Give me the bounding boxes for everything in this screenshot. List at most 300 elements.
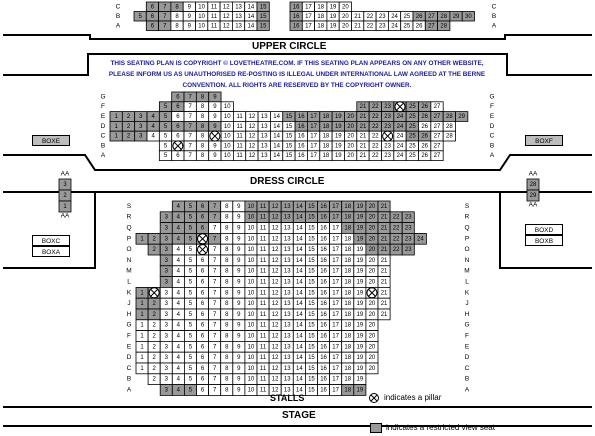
stalls-seat[interactable] [209,352,221,363]
upper-circle-seat[interactable] [376,21,388,31]
stalls-seat[interactable] [160,374,172,385]
dress-circle-seat[interactable] [196,151,208,161]
dress-circle-seat[interactable] [357,121,369,131]
stalls-seat[interactable] [257,287,269,298]
stalls-seat[interactable] [281,233,293,244]
upper-circle-seat[interactable] [208,2,220,12]
stalls-seat[interactable] [257,233,269,244]
dress-circle-seat[interactable] [381,151,393,161]
stalls-seat[interactable] [269,331,281,342]
stalls-seat[interactable] [330,287,342,298]
upper-circle-seat[interactable] [425,21,437,31]
dress-circle-seat[interactable] [369,112,381,122]
dress-circle-seat[interactable] [419,131,431,141]
stalls-seat[interactable] [257,255,269,266]
stalls-seat[interactable] [233,244,245,255]
stalls-seat[interactable] [342,201,354,212]
stalls-seat[interactable] [305,277,317,288]
stalls-seat[interactable] [330,277,342,288]
stalls-seat[interactable] [172,363,184,374]
stalls-seat[interactable] [257,223,269,234]
stalls-seat[interactable] [342,363,354,374]
dress-circle-seat[interactable] [209,151,221,161]
stalls-seat[interactable] [269,266,281,277]
stalls-seat[interactable] [257,374,269,385]
dress-circle-seat[interactable] [381,141,393,151]
dress-circle-seat[interactable] [196,121,208,131]
stalls-seat[interactable] [136,320,148,331]
upper-circle-seat[interactable] [413,21,425,31]
dress-circle-seat[interactable] [283,112,295,122]
stalls-seat[interactable] [209,298,221,309]
dress-circle-seat[interactable] [344,112,356,122]
stalls-seat[interactable] [184,201,196,212]
stalls-seat[interactable] [148,320,160,331]
upper-circle-seat[interactable] [159,2,171,12]
stalls-seat[interactable] [293,320,305,331]
upper-circle-seat[interactable] [315,2,327,12]
stalls-seat[interactable] [160,244,172,255]
stalls-seat[interactable] [354,374,366,385]
stalls-seat[interactable] [160,212,172,223]
stalls-seat[interactable] [184,212,196,223]
stalls-seat[interactable] [269,233,281,244]
dress-circle-seat[interactable] [122,131,134,141]
dress-circle-seat[interactable] [270,112,282,122]
stalls-seat[interactable] [330,385,342,396]
stalls-seat[interactable] [305,201,317,212]
stalls-seat[interactable] [160,363,172,374]
stalls-seat[interactable] [378,244,390,255]
stalls-seat[interactable] [330,331,342,342]
stalls-seat[interactable] [269,320,281,331]
dress-circle-seat[interactable] [419,112,431,122]
stalls-seat[interactable] [318,223,330,234]
stalls-seat[interactable] [245,363,257,374]
stalls-seat[interactable] [293,287,305,298]
stalls-seat[interactable] [197,212,209,223]
stalls-seat[interactable] [172,298,184,309]
stalls-seat[interactable] [366,363,378,374]
stalls-seat[interactable] [209,233,221,244]
stalls-seat[interactable] [221,352,233,363]
upper-circle-seat[interactable] [327,2,339,12]
dress-circle-seat[interactable] [307,141,319,151]
upper-circle-seat[interactable] [196,2,208,12]
stalls-seat[interactable] [148,298,160,309]
dress-circle-seat[interactable] [369,141,381,151]
dress-circle-seat[interactable] [344,131,356,141]
upper-circle-seat[interactable] [290,12,302,22]
stalls-seat[interactable] [233,320,245,331]
stalls-seat[interactable] [305,212,317,223]
stalls-seat[interactable] [172,287,184,298]
upper-circle-seat[interactable] [339,21,351,31]
dress-circle-seat[interactable] [246,141,258,151]
stalls-seat[interactable] [148,331,160,342]
stalls-seat[interactable] [318,385,330,396]
stalls-seat[interactable] [148,244,160,255]
upper-circle-seat[interactable] [196,12,208,22]
stalls-seat[interactable] [305,374,317,385]
stalls-seat[interactable] [197,266,209,277]
dress-circle-seat[interactable] [295,151,307,161]
stalls-seat[interactable] [414,233,426,244]
dress-circle-seat[interactable] [246,151,258,161]
stalls-seat[interactable] [305,309,317,320]
dress-circle-seat[interactable] [295,141,307,151]
dress-circle-seat[interactable] [184,112,196,122]
dress-circle-seat[interactable] [159,112,171,122]
stalls-seat[interactable] [342,266,354,277]
stalls-seat[interactable] [197,277,209,288]
dress-circle-seat[interactable] [394,112,406,122]
stalls-seat[interactable] [293,341,305,352]
upper-circle-seat[interactable] [220,21,232,31]
dress-circle-seat[interactable] [307,121,319,131]
dress-circle-seat[interactable] [320,151,332,161]
stalls-seat[interactable] [330,223,342,234]
dress-circle-seat[interactable] [147,131,159,141]
dress-circle-seat[interactable] [159,131,171,141]
stalls-seat[interactable] [390,244,402,255]
stalls-seat[interactable] [318,341,330,352]
stalls-seat[interactable] [330,212,342,223]
stalls-seat[interactable] [209,201,221,212]
dress-circle-seat[interactable] [209,141,221,151]
dress-circle-seat[interactable] [332,121,344,131]
stalls-seat[interactable] [184,385,196,396]
stalls-seat[interactable] [245,266,257,277]
stalls-seat[interactable] [293,363,305,374]
stalls-seat[interactable] [221,374,233,385]
stalls-seat[interactable] [318,363,330,374]
stalls-seat[interactable] [330,298,342,309]
upper-circle-seat[interactable] [315,12,327,22]
dress-circle-seat[interactable] [258,151,270,161]
dress-circle-seat[interactable] [443,121,455,131]
stalls-seat[interactable] [257,266,269,277]
stalls-seat[interactable] [136,331,148,342]
stalls-seat[interactable] [184,341,196,352]
upper-circle-seat[interactable] [196,21,208,31]
stalls-seat[interactable] [209,331,221,342]
dress-circle-seat[interactable] [443,112,455,122]
stalls-seat[interactable] [160,223,172,234]
stalls-seat[interactable] [148,341,160,352]
stalls-seat[interactable] [305,385,317,396]
stalls-seat[interactable] [402,212,414,223]
dress-circle-seat[interactable] [270,151,282,161]
stalls-seat[interactable] [245,352,257,363]
stalls-seat[interactable] [354,341,366,352]
stalls-seat[interactable] [233,374,245,385]
stalls-seat[interactable] [281,244,293,255]
upper-circle-seat[interactable] [339,2,351,12]
stalls-seat[interactable] [281,223,293,234]
upper-circle-seat[interactable] [388,21,400,31]
upper-circle-seat[interactable] [302,2,314,12]
stalls-seat[interactable] [172,212,184,223]
stalls-seat[interactable] [257,277,269,288]
stalls-seat[interactable] [245,244,257,255]
stalls-seat[interactable] [257,352,269,363]
stalls-seat[interactable] [245,298,257,309]
upper-circle-seat[interactable] [183,21,195,31]
stalls-seat[interactable] [197,255,209,266]
stalls-seat[interactable] [330,363,342,374]
stalls-seat[interactable] [257,309,269,320]
stalls-seat[interactable] [160,331,172,342]
dress-circle-seat[interactable] [246,131,258,141]
stalls-seat[interactable] [209,320,221,331]
dress-circle-seat[interactable] [147,112,159,122]
stalls-seat[interactable] [342,352,354,363]
stalls-seat[interactable] [330,374,342,385]
stalls-seat[interactable] [184,255,196,266]
stalls-seat[interactable] [160,287,172,298]
stalls-seat[interactable] [402,223,414,234]
stalls-seat[interactable] [378,266,390,277]
stalls-seat[interactable] [233,287,245,298]
dress-circle-seat[interactable] [270,121,282,131]
upper-circle-seat[interactable] [257,12,269,22]
upper-circle-seat[interactable] [220,12,232,22]
stalls-seat[interactable] [305,233,317,244]
stalls-seat[interactable] [197,374,209,385]
dress-circle-seat[interactable] [184,151,196,161]
stalls-seat[interactable] [233,255,245,266]
box-d[interactable]: BOXD [525,224,563,235]
stalls-seat[interactable] [330,320,342,331]
dress-circle-seat[interactable] [233,131,245,141]
stalls-seat[interactable] [305,244,317,255]
dress-circle-seat[interactable] [122,121,134,131]
dress-circle-seat[interactable] [357,151,369,161]
stalls-seat[interactable] [245,233,257,244]
stalls-seat[interactable] [209,385,221,396]
dress-circle-seat[interactable] [369,131,381,141]
stalls-seat[interactable] [136,233,148,244]
stalls-seat[interactable] [378,223,390,234]
dress-circle-seat[interactable] [357,102,369,112]
stalls-seat[interactable] [293,309,305,320]
stalls-seat[interactable] [184,298,196,309]
stalls-seat[interactable] [197,331,209,342]
stalls-seat[interactable] [221,244,233,255]
stalls-seat[interactable] [378,309,390,320]
stalls-seat[interactable] [136,341,148,352]
stalls-seat[interactable] [184,320,196,331]
upper-circle-seat[interactable] [425,12,437,22]
stalls-seat[interactable] [245,277,257,288]
stalls-seat[interactable] [221,341,233,352]
dress-circle-seat[interactable] [419,141,431,151]
stalls-seat[interactable] [342,287,354,298]
upper-circle-seat[interactable] [352,12,364,22]
stalls-seat[interactable] [160,277,172,288]
stalls-seat[interactable] [209,255,221,266]
stalls-seat[interactable] [342,320,354,331]
stalls-seat[interactable] [269,255,281,266]
stalls-seat[interactable] [184,233,196,244]
stalls-seat[interactable] [293,255,305,266]
upper-circle-seat[interactable] [315,21,327,31]
stalls-seat[interactable] [378,212,390,223]
dress-circle-seat[interactable] [431,131,443,141]
stalls-seat[interactable] [293,201,305,212]
stalls-seat[interactable] [281,352,293,363]
upper-circle-seat[interactable] [364,12,376,22]
stalls-seat[interactable] [257,363,269,374]
stalls-seat[interactable] [233,341,245,352]
stalls-seat[interactable] [318,255,330,266]
stalls-seat[interactable] [305,320,317,331]
dress-circle-seat[interactable] [431,121,443,131]
stalls-seat[interactable] [354,331,366,342]
stalls-seat[interactable] [354,309,366,320]
dress-circle-seat[interactable] [196,112,208,122]
stalls-seat[interactable] [330,309,342,320]
dress-circle-seat[interactable] [406,141,418,151]
dress-circle-seat[interactable] [419,121,431,131]
stalls-seat[interactable] [221,201,233,212]
stalls-seat[interactable] [330,341,342,352]
dress-circle-seat[interactable] [381,102,393,112]
stalls-seat[interactable] [330,201,342,212]
dress-circle-seat[interactable] [332,131,344,141]
stalls-seat[interactable] [330,255,342,266]
stalls-seat[interactable] [172,320,184,331]
stalls-seat[interactable] [366,201,378,212]
stalls-seat[interactable] [293,233,305,244]
stalls-seat[interactable] [197,363,209,374]
stalls-seat[interactable] [366,309,378,320]
dress-circle-seat[interactable] [406,112,418,122]
stalls-seat[interactable] [269,244,281,255]
stalls-seat[interactable] [390,233,402,244]
dress-circle-seat[interactable] [270,131,282,141]
upper-circle-seat[interactable] [327,21,339,31]
dress-circle-seat[interactable] [184,92,196,102]
stalls-seat[interactable] [293,277,305,288]
stalls-seat[interactable] [378,233,390,244]
stalls-seat[interactable] [172,331,184,342]
dress-circle-seat[interactable] [196,131,208,141]
stalls-seat[interactable] [221,298,233,309]
dress-circle-seat[interactable] [196,102,208,112]
stalls-seat[interactable] [318,331,330,342]
stalls-seat[interactable] [318,233,330,244]
stalls-seat[interactable] [390,223,402,234]
stalls-seat[interactable] [184,287,196,298]
stalls-seat[interactable] [293,331,305,342]
upper-circle-seat[interactable] [208,12,220,22]
stalls-seat[interactable] [366,266,378,277]
stalls-seat[interactable] [402,233,414,244]
dress-circle-seat[interactable] [443,131,455,141]
dress-circle-seat[interactable] [221,131,233,141]
upper-circle-seat[interactable] [220,2,232,12]
stalls-seat[interactable] [257,298,269,309]
stalls-seat[interactable] [281,298,293,309]
dress-circle-seat[interactable] [233,151,245,161]
upper-circle-seat[interactable] [232,12,244,22]
dress-circle-seat[interactable] [431,112,443,122]
stalls-seat[interactable] [318,298,330,309]
stalls-seat[interactable] [330,233,342,244]
dress-circle-seat[interactable] [172,121,184,131]
stalls-seat[interactable] [342,244,354,255]
stalls-seat[interactable] [305,223,317,234]
side-left-seat[interactable] [59,190,71,201]
dress-circle-seat[interactable] [135,112,147,122]
upper-circle-seat[interactable] [339,12,351,22]
dress-circle-seat[interactable] [344,121,356,131]
stalls-seat[interactable] [172,244,184,255]
stalls-seat[interactable] [233,277,245,288]
stalls-seat[interactable] [172,277,184,288]
stalls-seat[interactable] [257,320,269,331]
stalls-seat[interactable] [221,277,233,288]
stalls-seat[interactable] [269,352,281,363]
stalls-seat[interactable] [281,331,293,342]
stalls-seat[interactable] [281,287,293,298]
stalls-seat[interactable] [305,255,317,266]
dress-circle-seat[interactable] [196,141,208,151]
stalls-seat[interactable] [233,212,245,223]
upper-circle-seat[interactable] [245,12,257,22]
dress-circle-seat[interactable] [295,112,307,122]
stalls-seat[interactable] [184,223,196,234]
dress-circle-seat[interactable] [172,131,184,141]
dress-circle-seat[interactable] [406,121,418,131]
dress-circle-seat[interactable] [394,141,406,151]
stalls-seat[interactable] [233,331,245,342]
dress-circle-seat[interactable] [431,151,443,161]
stalls-seat[interactable] [354,266,366,277]
stalls-seat[interactable] [354,277,366,288]
upper-circle-seat[interactable] [159,21,171,31]
stalls-seat[interactable] [197,320,209,331]
box-f[interactable]: BOXF [525,135,563,146]
stalls-seat[interactable] [172,309,184,320]
dress-circle-seat[interactable] [246,112,258,122]
dress-circle-seat[interactable] [209,112,221,122]
dress-circle-seat[interactable] [209,121,221,131]
stalls-seat[interactable] [233,363,245,374]
stalls-seat[interactable] [305,363,317,374]
dress-circle-seat[interactable] [147,121,159,131]
stalls-seat[interactable] [330,244,342,255]
upper-circle-seat[interactable] [146,2,158,12]
stalls-seat[interactable] [245,331,257,342]
upper-circle-seat[interactable] [364,21,376,31]
stalls-seat[interactable] [209,309,221,320]
dress-circle-seat[interactable] [381,112,393,122]
stalls-seat[interactable] [305,287,317,298]
stalls-seat[interactable] [378,287,390,298]
stalls-seat[interactable] [293,352,305,363]
stalls-seat[interactable] [221,363,233,374]
stalls-seat[interactable] [281,341,293,352]
upper-circle-seat[interactable] [245,21,257,31]
stalls-seat[interactable] [197,223,209,234]
dress-circle-seat[interactable] [332,112,344,122]
stalls-seat[interactable] [148,363,160,374]
upper-circle-seat[interactable] [257,2,269,12]
stalls-seat[interactable] [233,298,245,309]
